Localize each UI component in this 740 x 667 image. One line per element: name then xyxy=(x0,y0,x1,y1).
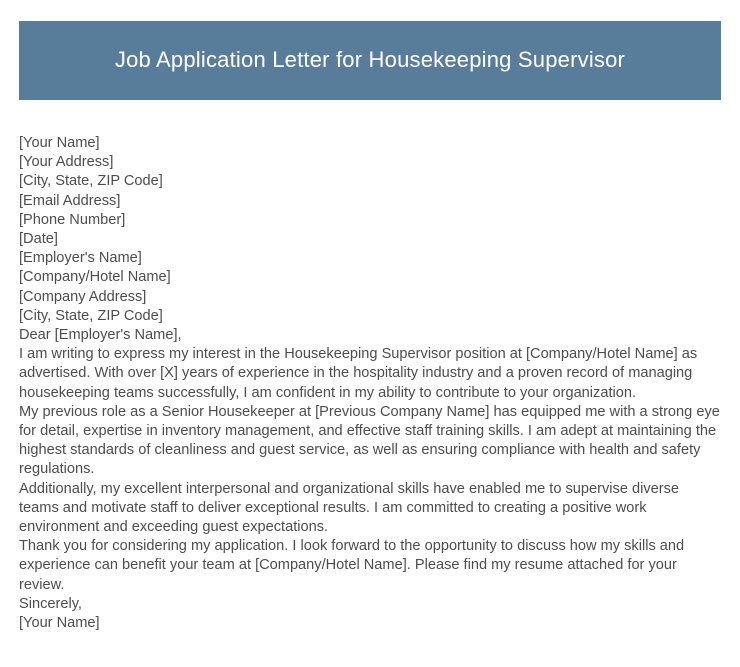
sender-email-line: [Email Address] xyxy=(19,192,121,209)
recipient-name-line: [Employer's Name] xyxy=(19,250,142,267)
salutation-line: Dear [Employer's Name], xyxy=(19,327,182,344)
letter-body xyxy=(19,134,722,633)
sender-phone-line: [Phone Number] xyxy=(19,211,126,228)
sender-city-line: [City, State, ZIP Code] xyxy=(19,173,163,190)
body-paragraph-4: Thank you for considering my application. I look forward to the opportunity to discuss how my skills and experience can benefit your team at [Company/Hotel Name]. Please find my resume attached for your review. xyxy=(19,538,685,593)
body-paragraph-1: I am writing to express my interest in the Housekeeping Supervisor position at [Company/Hotel Name] as advertised. With over [X] years of experience in the hospitality industry and a proven record of managing housekeeping teams successfully, I am confident in my ability to contribute to your organization. xyxy=(19,346,698,401)
date-line: [Date] xyxy=(19,231,58,248)
signature-line: [Your Name] xyxy=(19,615,100,632)
body-paragraph-2: My previous role as a Senior Housekeeper at [Previous Company Name] has equipped me with a strong eye for detail, expertise in inventory management, and effective staff training skills. I am adept at maintaining the highest standards of cleanliness and guest service, as well as ensuring compliance with health and safety regulations. xyxy=(19,403,720,478)
closing-line: Sincerely, xyxy=(19,595,82,612)
recipient-address-line: [Company Address] xyxy=(19,288,147,305)
body-paragraph-3: Additionally, my excellent interpersonal and organizational skills have enabled me to supervise diverse teams and motivate staff to deliver exceptional results. I am committed to creating a positive work environment and exceeding guest expectations. xyxy=(19,480,680,536)
document-title-banner xyxy=(19,21,721,100)
page-title: Job Application Letter for Housekeeping Supervisor xyxy=(114,47,626,73)
recipient-company-line: [Company/Hotel Name] xyxy=(19,269,171,286)
sender-name-line: [Your Name] xyxy=(19,135,100,151)
recipient-city-line: [City, State, ZIP Code] xyxy=(19,307,163,324)
sender-address-line: [Your Address] xyxy=(19,154,114,171)
